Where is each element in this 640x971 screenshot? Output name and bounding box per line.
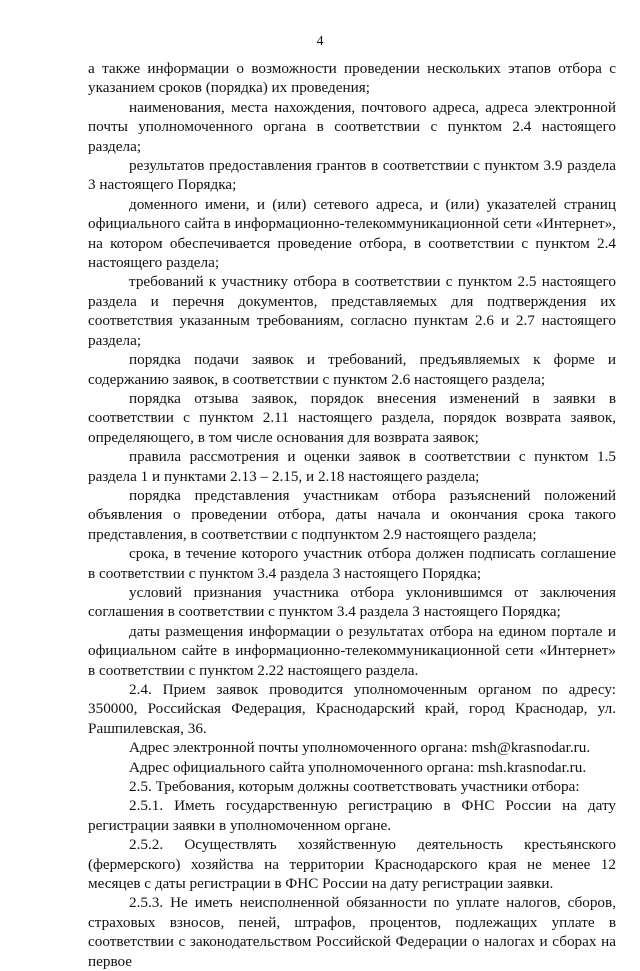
paragraph: Адрес электронной почты уполномоченного органа: msh@krasnodar.ru. [129, 739, 591, 757]
document-body [88, 59, 616, 971]
paragraph: порядка представления участникам отбора разъяснений положений объявления о проведении отбора, даты начала и окончания срока такого представления, в соответствии с подпунктом 2.9 настоящего раздела; [88, 486, 616, 543]
paragraph: 2.5.1. Иметь государственную регистрацию в ФНС России на дату регистрации заявки в уполномоченном органе. [88, 797, 616, 834]
paragraph: 2.5.3. Не иметь неисполненной обязанности по уплате налогов, сборов, страховых взносов, пеней, штрафов, процентов, подлежащих уплате в соответствии с законодательством Российской Федерации о налогах и сборах на первое [88, 894, 616, 970]
paragraph: результатов предоставления грантов в соответствии с пунктом 3.9 раздела 3 настоящего Порядка; [88, 157, 616, 194]
paragraph: порядка подачи заявок и требований, предъявляемых к форме и содержанию заявок, в соответствии с пунктом 2.6 настоящего раздела; [88, 351, 616, 388]
page-number: 4 [316, 34, 324, 49]
paragraph: 2.5.2. Осуществлять хозяйственную деятельность крестьянского (фермерского) хозяйства на территории Краснодарского края не менее 12 месяцев с даты регистрации в ФНС России на дату регистрации заявки. [88, 836, 616, 893]
paragraph: условий признания участника отбора уклонившимся от заключения соглашения в соответствии с пунктом 3.4 раздела 3 настоящего Порядка; [88, 583, 616, 621]
paragraph: правила рассмотрения и оценки заявок в соответствии с пунктом 1.5 раздела 1 и пунктами 2.13 – 2.15, и 2.18 настоящего раздела; [88, 448, 616, 485]
paragraph: 2.4. Прием заявок проводится уполномоченным органом по адресу: 350000, Российская Федерация, Краснодарский край, город Краснодар, ул. Рашпилевская, 36. [88, 681, 616, 737]
paragraph: требований к участнику отбора в соответствии с пунктом 2.5 настоящего раздела и перечня документов, представляемых для подтверждения их соответствия указанным требованиям, согласно пунктам 2.6 и 2.7 настоящего раздела; [88, 273, 616, 349]
paragraph: Адрес официального сайта уполномоченного органа: msh.krasnodar.ru. [129, 758, 587, 776]
paragraph: порядка отзыва заявок, порядок внесения изменений в заявки в соответствии с пунктом 2.11 настоящего раздела, порядок возврата заявок, определяющего, в том числе основания для возврата заявок; [88, 389, 616, 446]
paragraph: доменного имени, и (или) сетевого адреса, и (или) указателей страниц официального сайта в информационно-телекоммуникационной сети «Интернет», на котором обеспечивается проведение отбора, в соответствии с пунктом 2.4 настоящего раздела; [88, 195, 616, 272]
paragraph: наименования, места нахождения, почтового адреса, адреса электронной почты уполномоченного органа в соответствии с пунктом 2.4 настоящего раздела; [88, 98, 616, 155]
paragraph: срока, в течение которого участник отбора должен подписать соглашение в соответствии с пунктом 3.4 раздела 3 настоящего Порядка; [88, 545, 616, 582]
paragraph: а также информации о возможности проведении нескольких этапов отбора с указанием сроков (порядка) их проведения; [88, 60, 616, 97]
paragraph: даты размещения информации о результатах отбора на едином портале и официальном сайте в информационно-телекоммуникационной сети «Интернет» в соответствии с пунктом 2.22 настоящего раздела. [88, 622, 616, 679]
paragraph: 2.5. Требования, которым должны соответствовать участники отбора: [129, 778, 580, 796]
